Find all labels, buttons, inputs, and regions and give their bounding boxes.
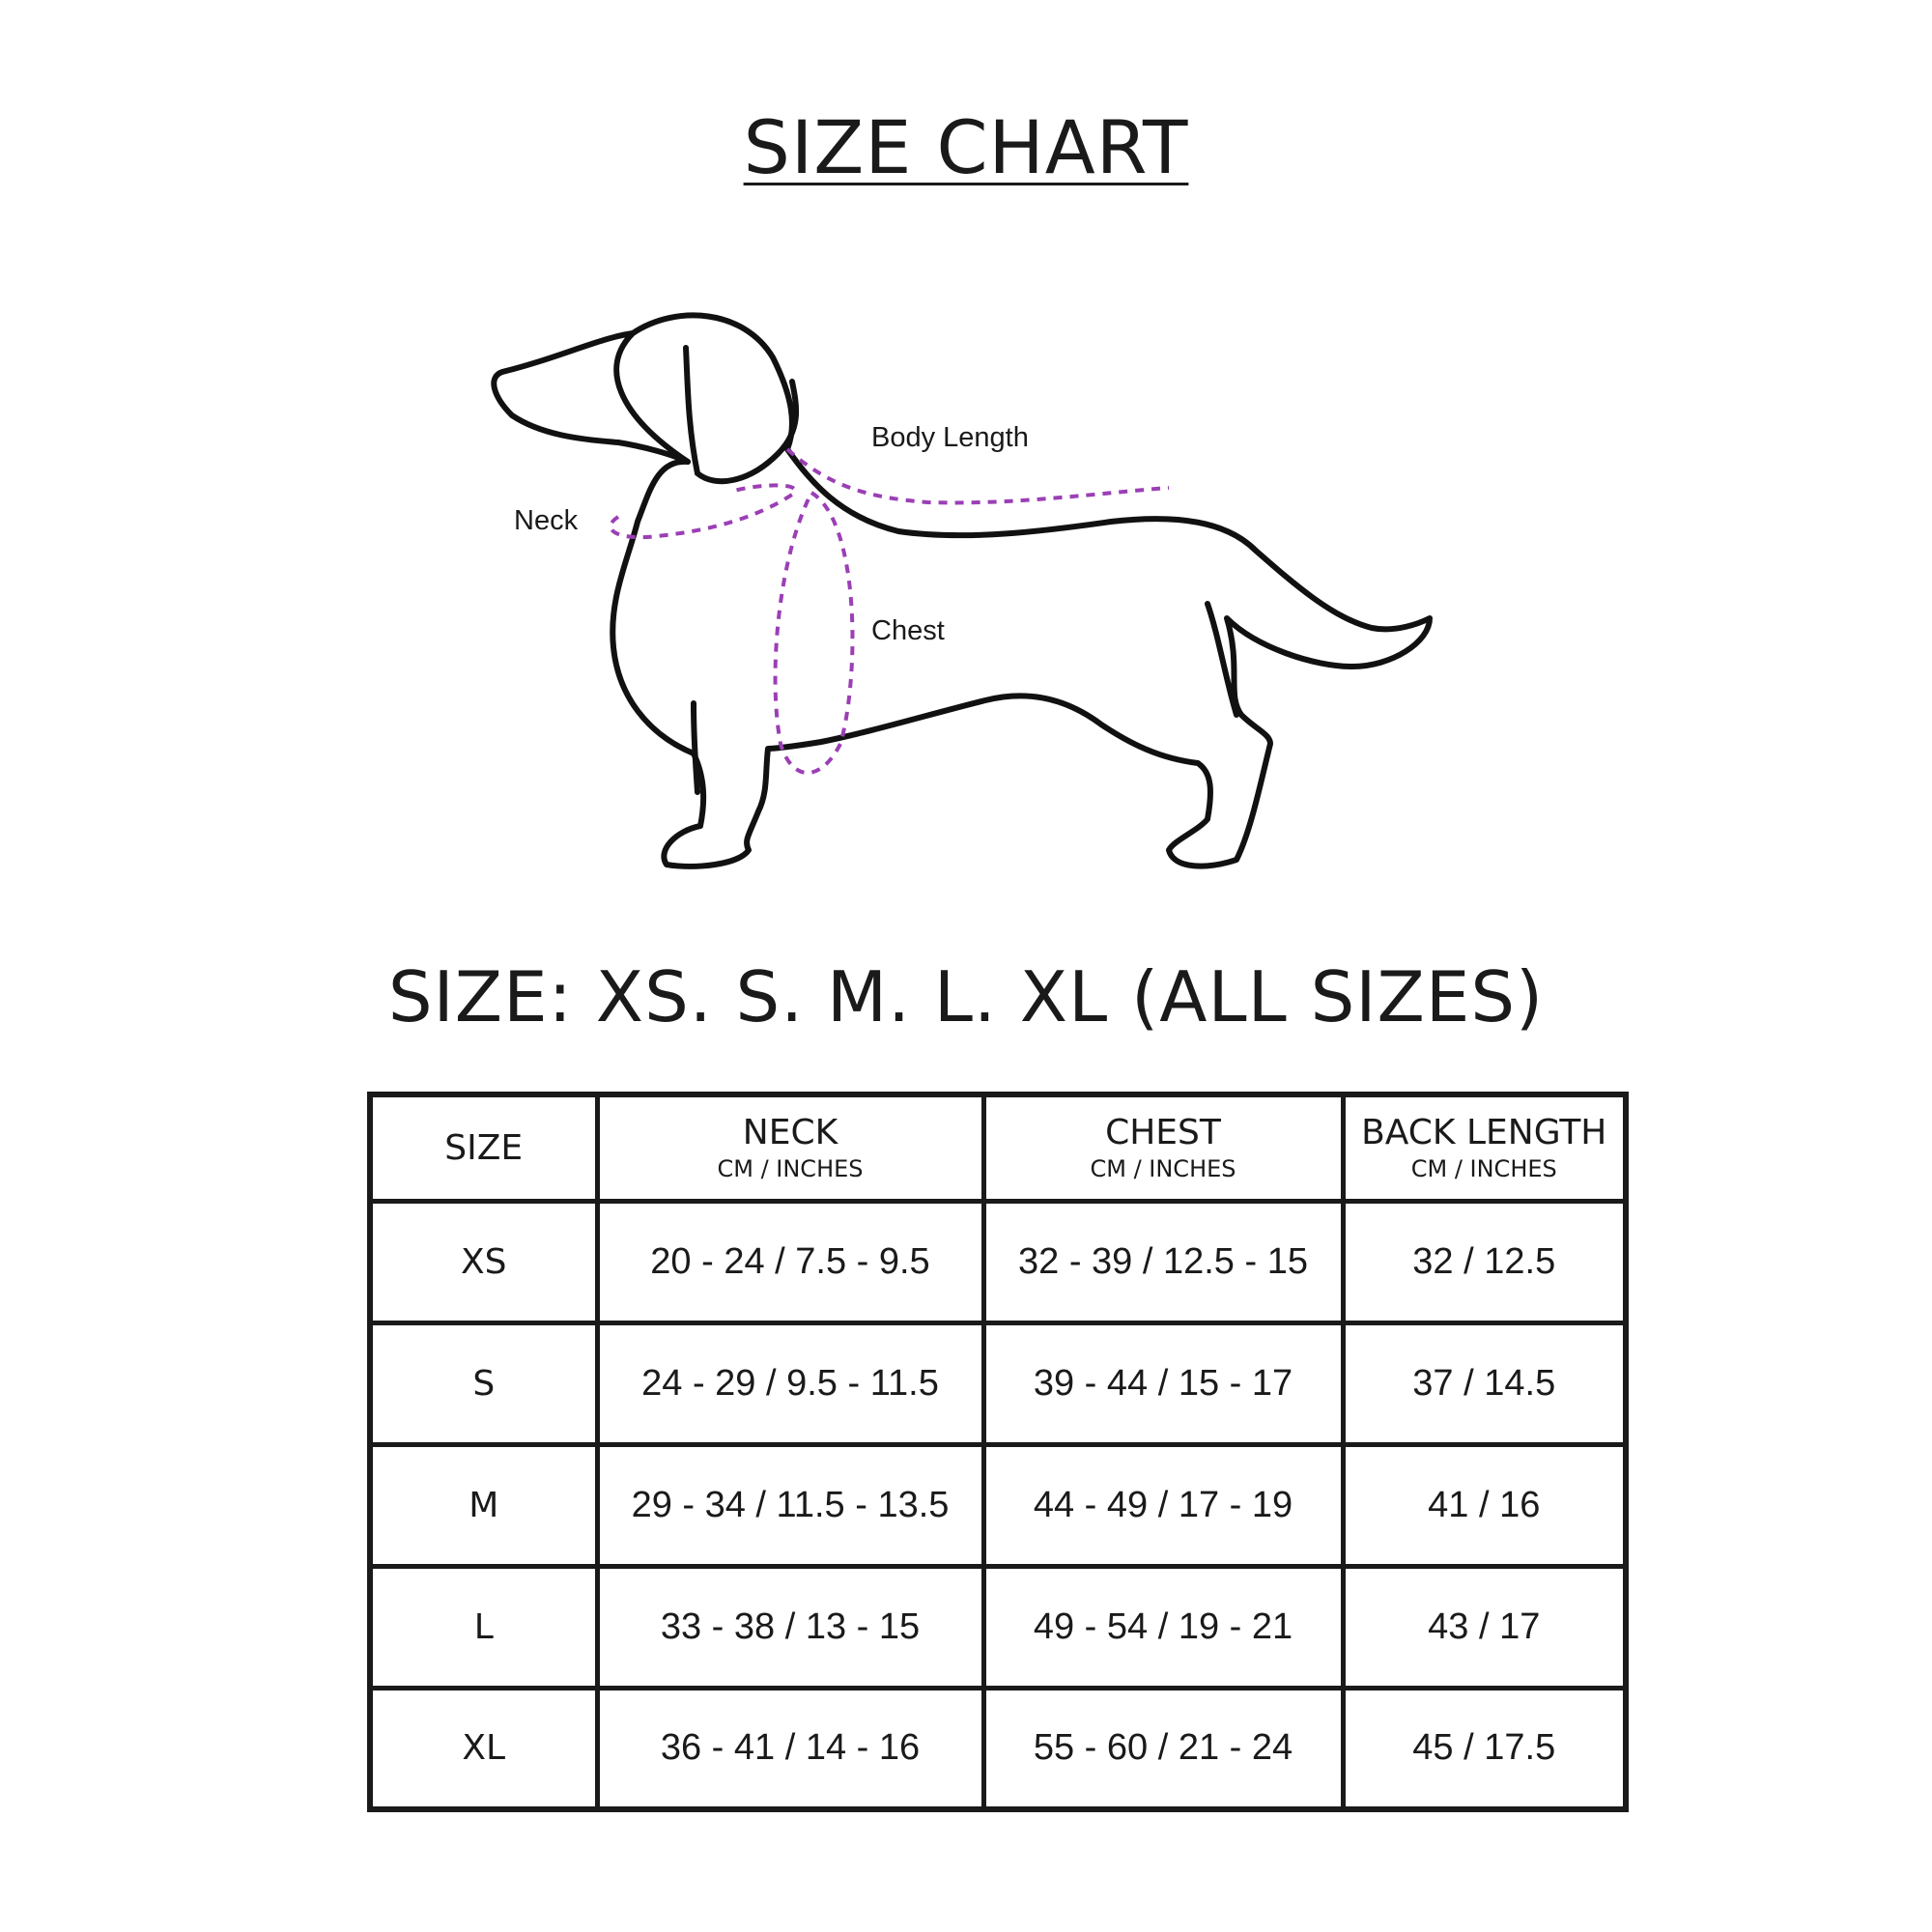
chest-label: Chest	[871, 615, 945, 646]
neck-cell: 24 - 29 / 9.5 - 11.5	[597, 1322, 983, 1444]
header-back-unit: CM / INCHES	[1410, 1155, 1557, 1183]
header-chest: CHEST CM / INCHES	[983, 1094, 1343, 1201]
header-chest-unit: CM / INCHES	[1090, 1155, 1236, 1183]
header-back-length: BACK LENGTH CM / INCHES	[1343, 1094, 1626, 1201]
body-length-line	[787, 449, 1169, 502]
neck-cell: 20 - 24 / 7.5 - 9.5	[597, 1201, 983, 1322]
chest-cell: 39 - 44 / 15 - 17	[983, 1322, 1343, 1444]
size-table	[367, 1092, 1629, 1812]
header-neck: NECK CM / INCHES	[597, 1094, 983, 1201]
chest-cell: 55 - 60 / 21 - 24	[983, 1688, 1343, 1809]
back-cell: 45 / 17.5	[1343, 1688, 1626, 1809]
size-cell: M	[370, 1444, 597, 1566]
chest-measure-ellipse	[776, 493, 853, 773]
header-size: SIZE	[370, 1094, 597, 1201]
back-cell: 41 / 16	[1343, 1444, 1626, 1566]
size-cell: XL	[370, 1688, 597, 1809]
neck-cell: 33 - 38 / 13 - 15	[597, 1566, 983, 1688]
size-cell: S	[370, 1322, 597, 1444]
neck-cell: 36 - 41 / 14 - 16	[597, 1688, 983, 1809]
sizes-summary: SIZE: XS. S. M. L. XL (ALL SIZES)	[387, 956, 1545, 1037]
size-cell: XS	[370, 1201, 597, 1322]
back-cell: 32 / 12.5	[1343, 1201, 1626, 1322]
neck-cell: 29 - 34 / 11.5 - 13.5	[597, 1444, 983, 1566]
back-cell: 37 / 14.5	[1343, 1322, 1626, 1444]
body-length-label: Body Length	[871, 422, 1029, 453]
table-row	[370, 1444, 1626, 1566]
table-row	[370, 1201, 1626, 1322]
header-neck-unit: CM / INCHES	[717, 1155, 864, 1183]
neck-label: Neck	[514, 505, 579, 536]
dog-outline	[612, 315, 1430, 866]
chest-cell: 44 - 49 / 17 - 19	[983, 1444, 1343, 1566]
chest-cell: 32 - 39 / 12.5 - 15	[983, 1201, 1343, 1322]
table-row	[370, 1688, 1626, 1809]
table-row	[370, 1322, 1626, 1444]
table-row	[370, 1566, 1626, 1688]
table-header-row	[370, 1094, 1626, 1201]
dog-front-leg-line	[694, 703, 697, 792]
size-cell: L	[370, 1566, 597, 1688]
chest-cell: 49 - 54 / 19 - 21	[983, 1566, 1343, 1688]
back-cell: 43 / 17	[1343, 1566, 1626, 1688]
page-title: SIZE CHART	[743, 104, 1189, 190]
